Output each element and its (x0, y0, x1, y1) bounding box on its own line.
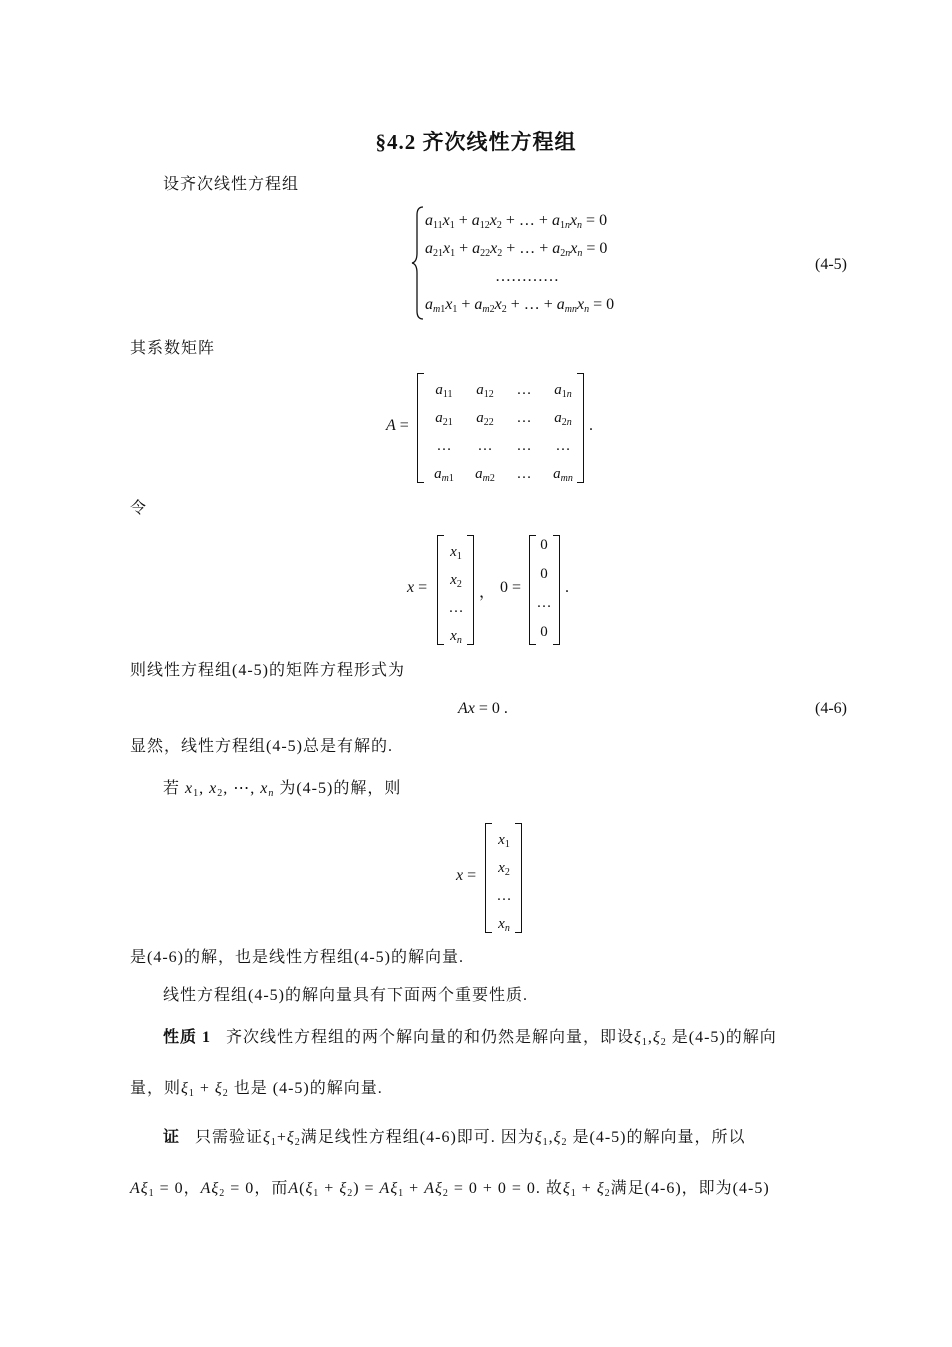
property-1-line-2: 量，则$\xi_1 + \xi_2$ 也是 (4-5)的解向量. (130, 1080, 383, 1099)
equation-4-6: Ax = 0 . (458, 700, 508, 717)
system-row-2: $a_{21}x_1 + a_{22}x_2$ + … + $a_{2n}x_n = 0$ (425, 240, 608, 259)
vector-x-lhs: x = (407, 579, 428, 596)
proof-label: 证 (163, 1129, 181, 1146)
vector-x2-lhs: x = (456, 867, 477, 884)
system-row-3: ………… (495, 268, 559, 285)
matrix-a-period: . (589, 417, 593, 434)
matrix-form-text: 则线性方程组(4-5)的矩阵方程形式为 (130, 662, 405, 679)
let-text: 令 (130, 500, 148, 517)
intro-text: 设齐次线性方程组 (163, 176, 300, 193)
equation-label-4-5: (4-5) (815, 256, 847, 273)
properties-intro-text: 线性方程组(4-5)的解向量具有下面两个重要性质. (163, 987, 528, 1004)
obvious-text: 显然，线性方程组(4-5)总是有解的. (130, 738, 393, 755)
vector-separator: ， (479, 584, 496, 601)
vector-zero-body: 0 0 … 0 (536, 537, 552, 640)
vector-x-body: $x_1$ $x_2$ … $x_n$ (448, 544, 464, 646)
vector-zero-period: . (565, 579, 569, 596)
system-row-1: $a_{11}x_1 + a_{12}x_2$ + … + $a_{1n}x_n = 0$ (425, 212, 608, 231)
vector-x2-body: $x_1$ $x_2$ … $x_n$ (496, 832, 512, 934)
system-row-4: $a_{m1}x_1 + a_{m2}x_2$ + … + $a_{mn}x_n = 0$ (425, 296, 615, 315)
property-1-label: 性质 1 (163, 1029, 212, 1046)
matrix-a-left-bracket (417, 373, 424, 483)
property-1-line-1: 性质 1 齐次线性方程组的两个解向量的和仍然是解向量，即设$\xi_1,\xi_2$ 是(4-5)的解向 (163, 1029, 777, 1048)
equation-label-4-6: (4-6) (815, 700, 847, 717)
proof-line-1: 证 只需验证$\xi_1+\xi_2$满足线性方程组(4-6)即可. 因为$\xi_1,\xi_2$ 是(4-5)的解向量，所以 (163, 1129, 746, 1148)
section-title: §4.2 齐次线性方程组 (375, 130, 577, 154)
vector-zero-lhs: 0 = (500, 579, 522, 596)
matrix-a-lhs: A = (386, 417, 409, 434)
proof-line-2: $A\xi_1 = 0$，$A\xi_2 = 0$，而$A(\xi_1 + \xi_2) = A\xi_1 + A\xi_2 = 0 + 0 = 0$. 故$\xi_1 + \xi_2$满足(4-6)，即为(4-5) (130, 1180, 770, 1199)
system-brace (410, 205, 426, 321)
matrix-a-body: $a_{11}$ $a_{12}$ … $a_{1n}$ $a_{21}$ $a_{22}$ … $a_{2n}$ … … … … $a_{m1}$ $a_{m2}$ … $a_{mn}$ (434, 382, 573, 484)
solution-vector-text: 是(4-6)的解，也是线性方程组(4-5)的解向量. (130, 949, 464, 966)
if-text: 若 $x_1$, $x_2$, ⋯, $x_n$ 为(4-5)的解，则 (163, 780, 402, 799)
equation-system (425, 207, 614, 319)
coef-matrix-text: 其系数矩阵 (130, 340, 216, 357)
